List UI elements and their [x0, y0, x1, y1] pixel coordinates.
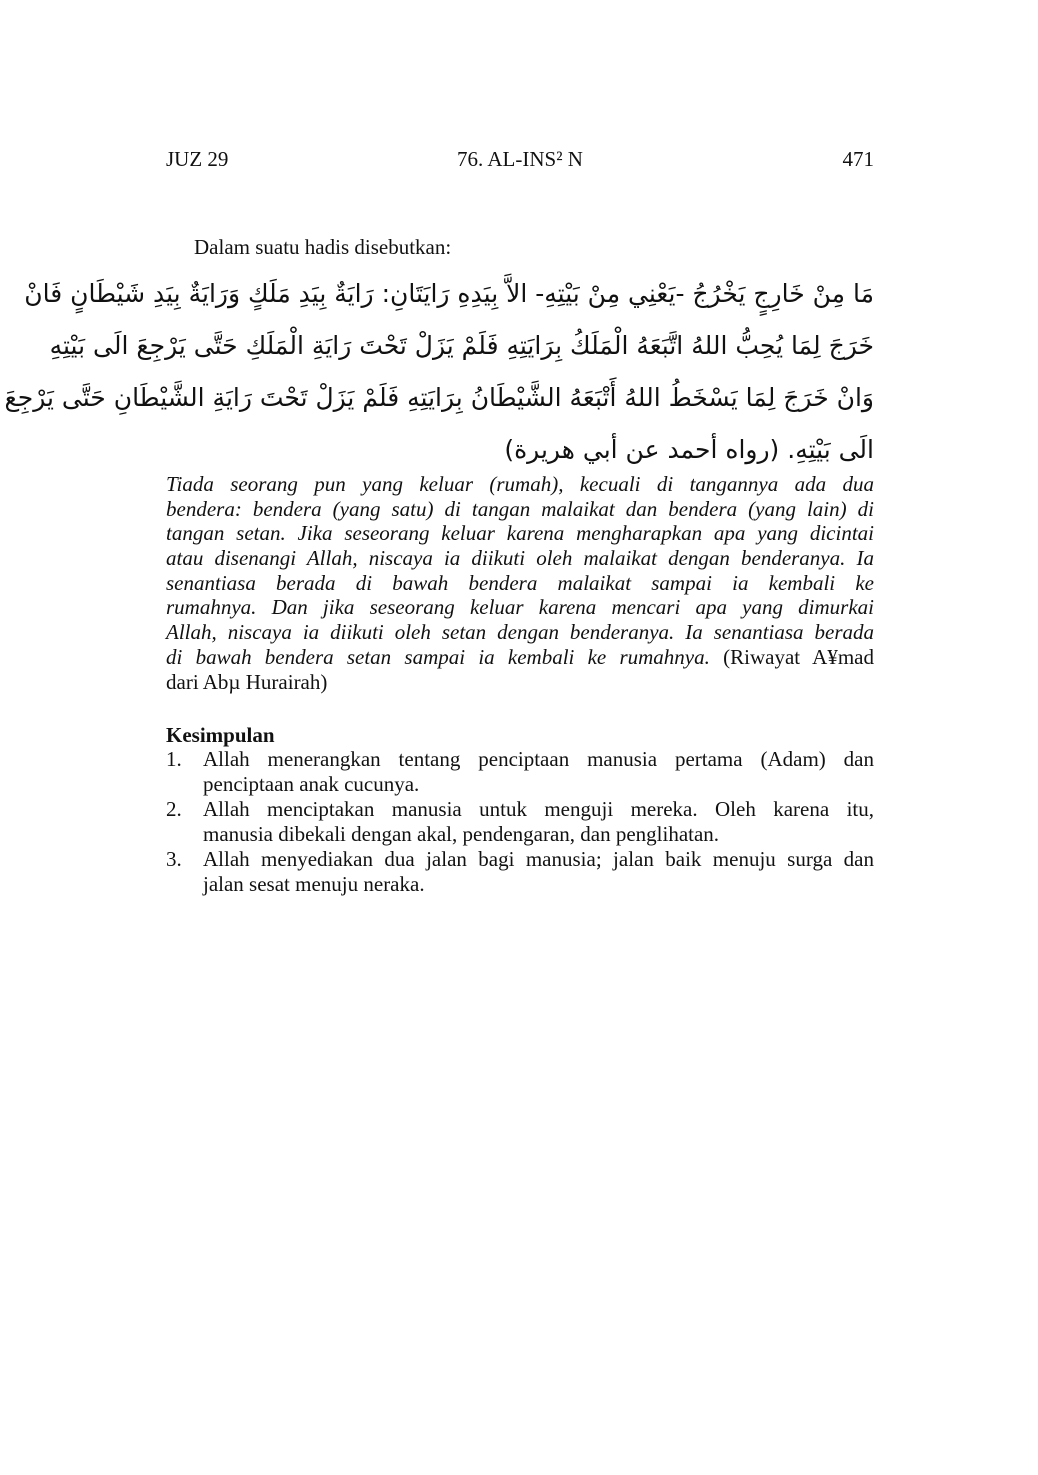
list-item-line: Allah menyediakan dua jalan bagi manusia; jalan baik menuju surga dan	[203, 847, 874, 871]
arabic-line: خَرَجَ لِمَا يُحِبُّ اللهُ اتَّبَعَهُ الْمَلَكُ بِرَايَتِهِ فَلَمْ يَزَلْ تَحْتَ رَايَةِ الْمَلَكِ حَتَّى يَرْجِعَ الَى بَيْتِهِ	[49, 331, 874, 360]
list-item-line: Allah menerangkan tentang penciptaan manusia pertama (Adam) dan	[203, 747, 874, 771]
surah-title: 76. AL-INS² N	[457, 147, 583, 171]
translation-line: bendera: bendera (yang satu) di tangan malaikat dan bendera (yang lain) di	[166, 496, 874, 521]
list-item	[166, 797, 874, 847]
kesimpulan-heading: Kesimpulan	[166, 723, 275, 747]
intro-text: Dalam suatu hadis disebutkan:	[194, 235, 452, 259]
list-item-line: jalan sesat menuju neraka.	[203, 872, 425, 896]
hadith-translation	[166, 472, 874, 694]
list-number: 1.	[166, 747, 182, 771]
translation-line	[166, 645, 874, 670]
translation-line: atau disenangi Allah, niscaya ia diikuti oleh malaikat dengan benderanya. Ia	[166, 546, 874, 571]
translation-line: Tiada seorang pun yang keluar (rumah), kecuali di tangannya ada dua	[166, 472, 874, 496]
arabic-line: مَا مِنْ خَارِجٍ يَخْرُجُ -يَعْنِي مِنْ بَيْتِهِ- الاَّ بِيَدِهِ رَايَتَانِ: رَايَةٌ بِيَدِ مَلَكٍ وَرَايَةٌ بِيَدِ شَيْطَانٍ فَانْ	[24, 279, 874, 308]
translation-line-text: di bawah bendera setan sampai ia kembali ke rumahnya.	[166, 644, 710, 669]
hadith-source: (Riwayat A¥mad	[723, 644, 874, 669]
list-item	[166, 847, 874, 897]
hadith-arabic	[4, 268, 874, 476]
page-number: 471	[842, 147, 874, 171]
arabic-line: الَى بَيْتِهِ. (رواه أحمد عن أبي هريرة)	[504, 435, 874, 464]
translation-line: senantiasa berada di bawah bendera malaikat sampai ia kembali ke	[166, 570, 874, 595]
list-item	[166, 747, 874, 797]
arabic-line: وَانْ خَرَجَ لِمَا يَسْخَطُ اللهُ أَتْبَعَهُ الشَّيْطَانُ بِرَايَتِهِ فَلَمْ يَزَلْ تَحْتَ رَايَةِ الشَّيْطَانِ حَتَّى يَرْجِعَ	[4, 383, 874, 412]
juz-label: JUZ 29	[166, 147, 229, 171]
list-item-line: penciptaan anak cucunya.	[203, 772, 420, 796]
hadith-source-line: dari Abµ Hurairah)	[166, 669, 328, 694]
translation-line: tangan setan. Jika seseorang keluar karena mengharapkan apa yang dicintai	[166, 521, 874, 546]
translation-line: rumahnya. Dan jika seseorang keluar karena mencari apa yang dimurkai	[166, 595, 874, 620]
page-header	[166, 146, 874, 176]
kesimpulan-list	[166, 747, 874, 897]
list-number: 3.	[166, 847, 182, 871]
list-item-line: manusia dibekali dengan akal, pendengaran, dan penglihatan.	[203, 822, 720, 846]
list-item-line: Allah menciptakan manusia untuk menguji mereka. Oleh karena itu,	[203, 797, 874, 821]
list-number: 2.	[166, 797, 182, 821]
translation-line: Allah, niscaya ia diikuti oleh setan dengan benderanya. Ia senantiasa berada	[166, 620, 874, 645]
